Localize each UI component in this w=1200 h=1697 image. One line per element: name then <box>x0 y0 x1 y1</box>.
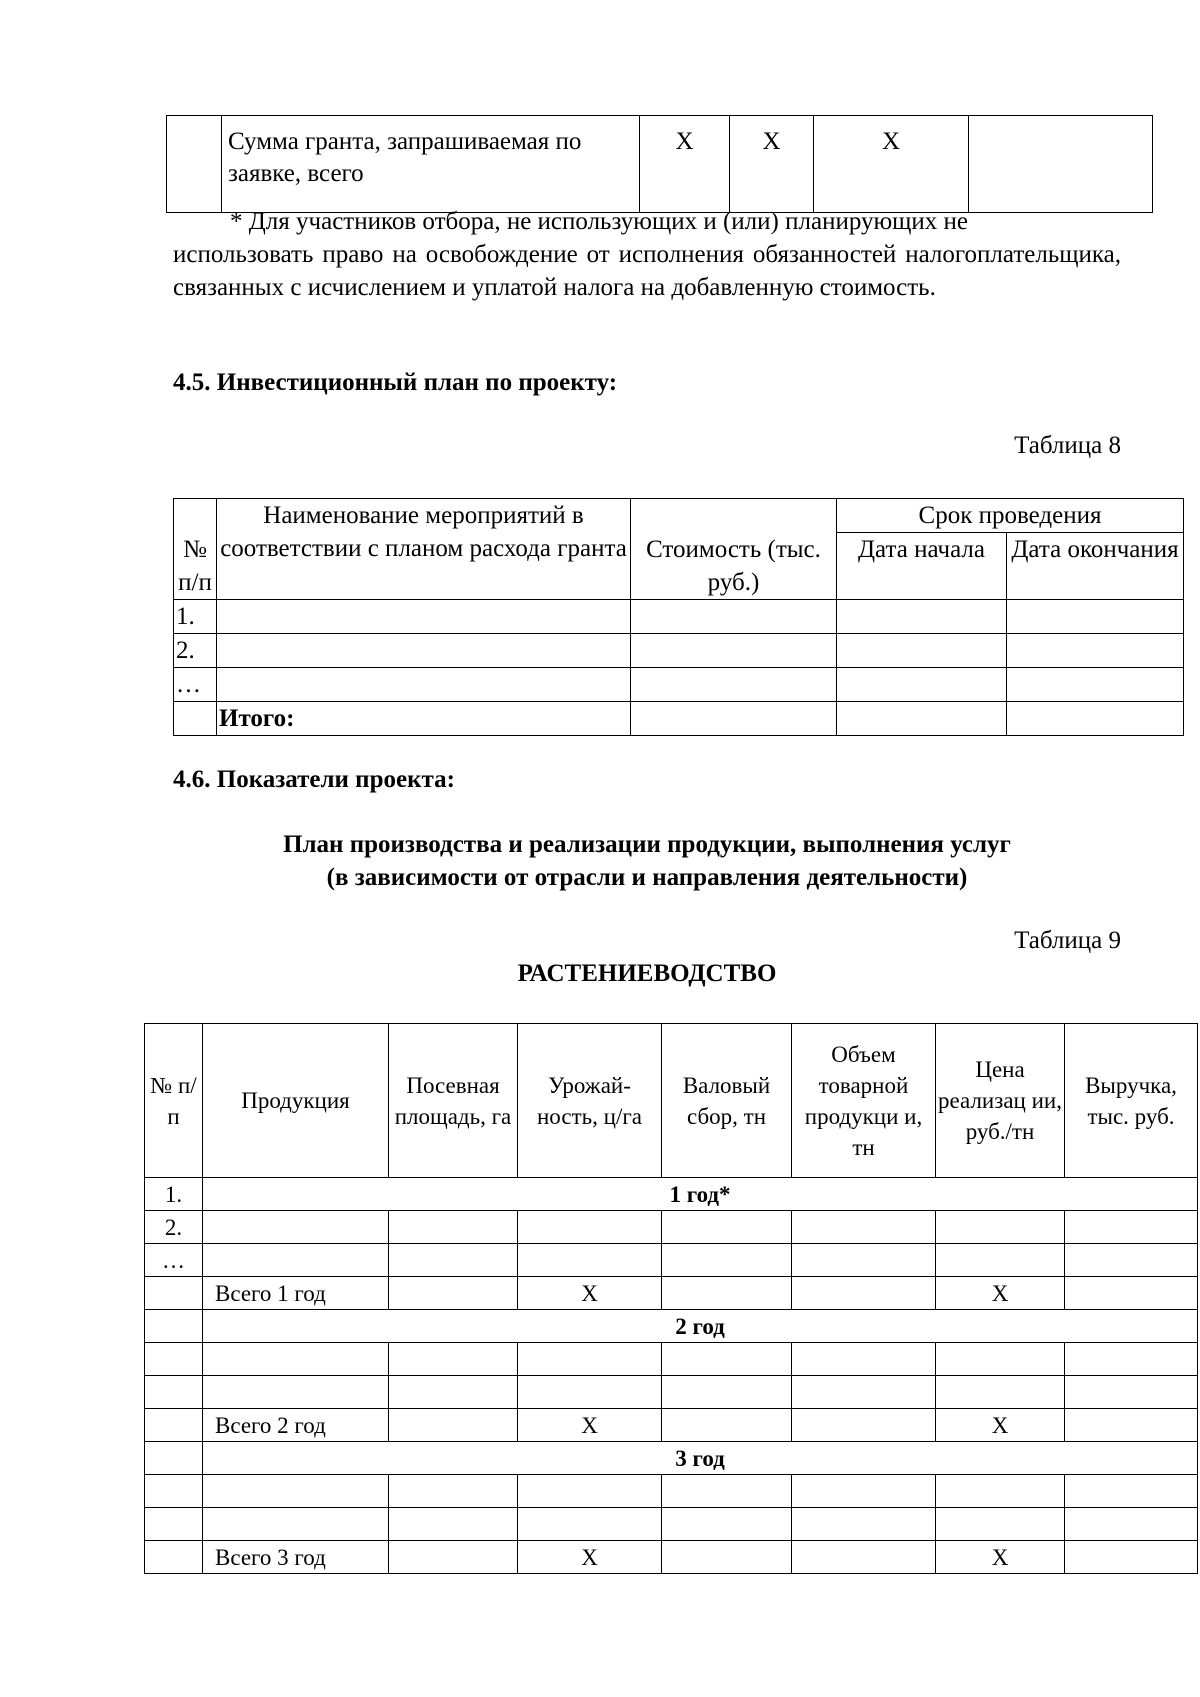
t9-cell <box>389 1343 518 1376</box>
t9-cell <box>145 1442 203 1475</box>
t9-cell <box>145 1343 203 1376</box>
t9-header-area: Посевная площадь, га <box>389 1024 518 1178</box>
t9-header-num: № п/п <box>145 1024 203 1178</box>
grant-sum-num-cell <box>167 116 222 213</box>
t8-row-num: 1. <box>174 600 217 634</box>
t9-cell <box>145 1409 203 1442</box>
grant-sum-x1: X <box>640 116 730 213</box>
t8-cell <box>631 600 837 634</box>
t9-row-num: 2. <box>145 1211 203 1244</box>
t9-cell <box>792 1211 936 1244</box>
t9-cell <box>936 1475 1065 1508</box>
t9-cell <box>792 1409 936 1442</box>
t9-cell <box>936 1508 1065 1541</box>
table8-caption: Таблица 8 <box>1014 432 1121 459</box>
t8-cell <box>631 702 837 736</box>
t9-cell <box>1065 1475 1198 1508</box>
table9-title: РАСТЕНИЕВОДСТВО <box>517 960 777 987</box>
vat-footnote-rest: использовать право на освобождение от исполнения обязанностей налогоплательщика, связанных с исчислением и уплатой налога на добавленную стоимость. <box>173 241 1121 301</box>
t9-cell <box>1065 1508 1198 1541</box>
vat-footnote <box>173 205 1121 304</box>
t8-cell <box>1007 668 1184 702</box>
t9-cell <box>1065 1409 1198 1442</box>
t9-cell <box>389 1277 518 1310</box>
section-4-5-heading: 4.5. Инвестиционный план по проекту: <box>173 369 618 396</box>
t8-row-num: … <box>174 668 217 702</box>
t9-cell <box>662 1244 792 1277</box>
t9-cell <box>389 1475 518 1508</box>
t9-header-yield: Урожай-ность, ц/га <box>518 1024 662 1178</box>
t8-header-period: Срок проведения <box>837 499 1184 533</box>
t9-cell <box>389 1376 518 1409</box>
grant-sum-label: Сумма гранта, запрашиваемая по заявке, всего <box>222 116 640 213</box>
t8-cell <box>1007 600 1184 634</box>
t9-cell <box>662 1409 792 1442</box>
t9-cell <box>518 1343 662 1376</box>
t9-row-num: … <box>145 1244 203 1277</box>
t9-cell <box>792 1376 936 1409</box>
t9-cell <box>1065 1244 1198 1277</box>
t9-cell <box>203 1211 389 1244</box>
plan-title-line1: План производства и реализации продукции, выполнения услуг <box>283 831 1011 858</box>
t8-cell <box>837 668 1007 702</box>
table9-caption: Таблица 9 <box>1014 927 1121 954</box>
t9-x-price: X <box>936 1409 1065 1442</box>
t8-header-start: Дата начала <box>837 533 1007 600</box>
production-plan-table <box>144 1023 1198 1574</box>
grant-sum-x3: X <box>814 116 969 213</box>
t8-cell <box>1007 702 1184 736</box>
t9-header-product: Продукция <box>203 1024 389 1178</box>
t9-cell <box>203 1508 389 1541</box>
t9-cell <box>936 1343 1065 1376</box>
t9-cell <box>518 1508 662 1541</box>
t8-cell <box>631 634 837 668</box>
t9-cell <box>518 1475 662 1508</box>
t8-cell <box>631 668 837 702</box>
t8-cell <box>174 702 217 736</box>
t9-cell <box>203 1475 389 1508</box>
t9-cell <box>936 1376 1065 1409</box>
t9-cell <box>662 1343 792 1376</box>
t9-cell <box>662 1541 792 1574</box>
t9-cell <box>145 1310 203 1343</box>
t8-row-num: 2. <box>174 634 217 668</box>
t9-cell <box>1065 1541 1198 1574</box>
t9-cell <box>203 1343 389 1376</box>
t9-cell <box>518 1376 662 1409</box>
t9-x-price: X <box>936 1277 1065 1310</box>
t9-cell <box>792 1508 936 1541</box>
plan-title-line2: (в зависимости от отрасли и направления деятельности) <box>326 864 968 891</box>
vat-footnote-line1: * Для участников отбора, не использующих и (или) планирующих не <box>230 208 969 235</box>
t8-cell <box>837 634 1007 668</box>
t8-cell <box>837 702 1007 736</box>
t9-cell <box>389 1541 518 1574</box>
t9-x-price: X <box>936 1541 1065 1574</box>
t9-cell <box>792 1343 936 1376</box>
t9-cell <box>662 1376 792 1409</box>
t9-cell <box>389 1244 518 1277</box>
t9-x-yield: X <box>518 1409 662 1442</box>
t9-year1-label: 1 год* <box>203 1178 1198 1211</box>
t9-cell <box>145 1475 203 1508</box>
t9-total2-label: Всего 2 год <box>203 1409 389 1442</box>
t9-cell <box>145 1376 203 1409</box>
t9-cell <box>662 1211 792 1244</box>
grant-sum-x2: X <box>730 116 814 213</box>
t8-cell <box>217 668 631 702</box>
t9-header-volume: Объем товарной продукци и, тн <box>792 1024 936 1178</box>
t9-cell <box>145 1277 203 1310</box>
t9-x-yield: X <box>518 1277 662 1310</box>
t8-header-name: Наименование мероприятий в соответствии с планом расхода гранта <box>217 499 631 600</box>
t8-header-end: Дата окончания <box>1007 533 1184 600</box>
t9-cell <box>389 1409 518 1442</box>
t9-cell <box>792 1541 936 1574</box>
t9-cell <box>936 1211 1065 1244</box>
t9-header-price: Цена реализац ии, руб./тн <box>936 1024 1065 1178</box>
t9-cell <box>389 1211 518 1244</box>
t9-year2-label: 2 год <box>203 1310 1198 1343</box>
t9-cell <box>203 1244 389 1277</box>
t8-total-label: Итого: <box>217 702 631 736</box>
t9-cell <box>662 1508 792 1541</box>
t9-total1-label: Всего 1 год <box>203 1277 389 1310</box>
t8-cell <box>837 600 1007 634</box>
t9-cell <box>1065 1376 1198 1409</box>
t9-cell <box>1065 1211 1198 1244</box>
t9-cell <box>662 1277 792 1310</box>
section-4-6-heading: 4.6. Показатели проекта: <box>173 766 455 793</box>
t9-year3-label: 3 год <box>203 1442 1198 1475</box>
t8-cell <box>217 600 631 634</box>
t9-cell <box>518 1244 662 1277</box>
t8-header-cost: Стоимость (тыс. руб.) <box>631 499 837 600</box>
t9-cell <box>145 1508 203 1541</box>
t9-cell <box>936 1244 1065 1277</box>
t9-x-yield: X <box>518 1541 662 1574</box>
t9-cell <box>203 1376 389 1409</box>
t9-header-gross: Валовый сбор, тн <box>662 1024 792 1178</box>
t9-cell <box>389 1508 518 1541</box>
t9-cell <box>1065 1277 1198 1310</box>
investment-plan-table <box>173 498 1184 736</box>
t9-cell <box>145 1541 203 1574</box>
t8-cell <box>1007 634 1184 668</box>
grant-sum-value-cell <box>969 116 1153 213</box>
t8-header-num: № п/п <box>174 499 217 600</box>
t9-cell <box>792 1244 936 1277</box>
t9-cell <box>662 1475 792 1508</box>
t9-header-revenue: Выручка, тыс. руб. <box>1065 1024 1198 1178</box>
t9-total3-label: Всего 3 год <box>203 1541 389 1574</box>
grant-sum-table <box>166 115 1153 213</box>
t9-row-num: 1. <box>145 1178 203 1211</box>
t9-cell <box>792 1475 936 1508</box>
t9-cell <box>1065 1343 1198 1376</box>
t8-cell <box>217 634 631 668</box>
t9-cell <box>792 1277 936 1310</box>
t9-cell <box>518 1211 662 1244</box>
